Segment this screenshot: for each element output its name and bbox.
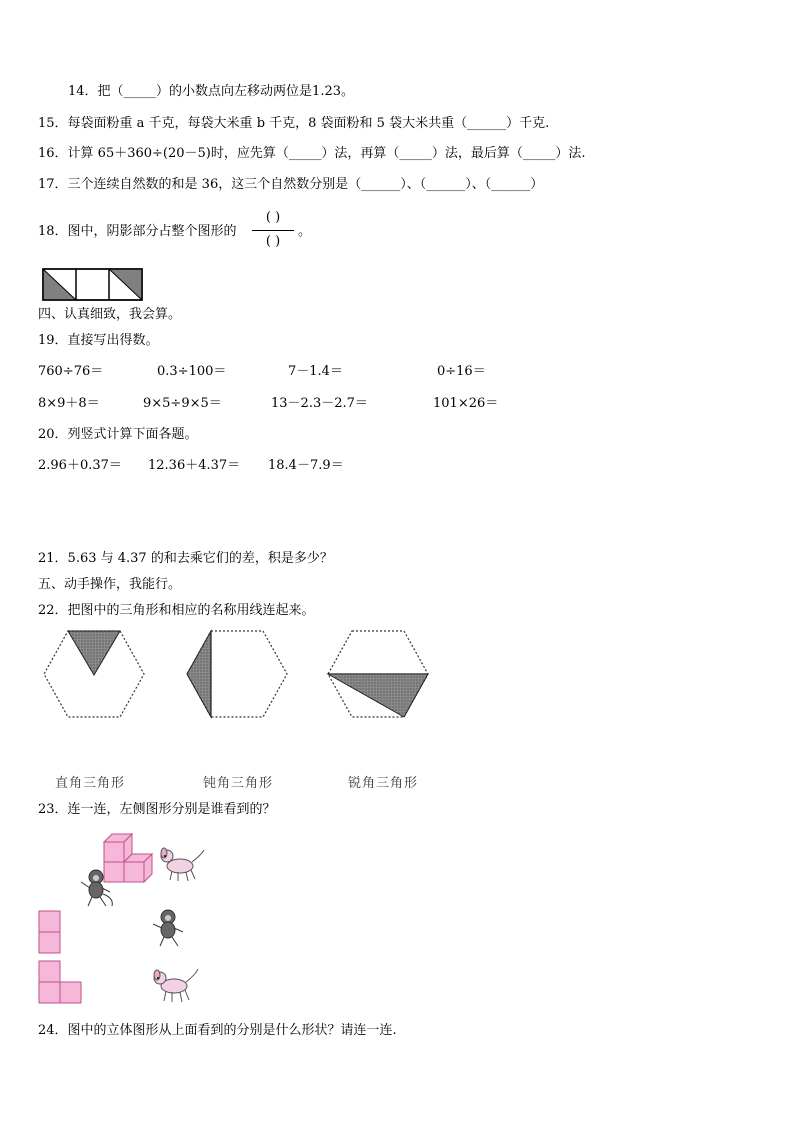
question-24: 24．图中的立体图形从上面看到的分别是什么形状？请连一连. bbox=[38, 1023, 397, 1038]
question-16: 16．计算 65＋360÷(20－5)时，应先算（_____）法，再算（_____）法，最后算（_____）法. bbox=[38, 146, 586, 161]
calc-cell: 0÷16＝ bbox=[437, 364, 486, 379]
shaded-triangle bbox=[328, 674, 428, 717]
label-right-triangle: 直角三角形 bbox=[55, 776, 126, 791]
question-18: 18．图中，阴影部分占整个图形的 bbox=[38, 224, 237, 239]
label-obtuse-triangle: 钝角三角形 bbox=[203, 776, 274, 791]
shaded-triangle bbox=[68, 631, 120, 675]
question-19: 19．直接写出得数。 bbox=[38, 333, 159, 348]
calc-cell: 9×5÷9×5＝ bbox=[143, 396, 222, 411]
fraction-denominator: ( ) bbox=[265, 234, 281, 249]
question-14: 14．把（_____）的小数点向左移动两位是1.23。 bbox=[68, 84, 354, 99]
dog-icon bbox=[150, 964, 202, 1006]
calc-cell: 101×26＝ bbox=[433, 396, 499, 411]
question-17: 17．三个连续自然数的和是 36，这三个自然数分别是（______）、（______）、（______） bbox=[38, 177, 544, 192]
vertical-calc-item: 2.96＋0.37＝ bbox=[38, 458, 122, 473]
vertical-calc-item: 18.4－7.9＝ bbox=[268, 458, 344, 473]
vertical-calc-item: 12.36＋4.37＝ bbox=[148, 458, 241, 473]
shaded-squares-figure bbox=[42, 268, 144, 302]
hexagon-figure-2 bbox=[185, 628, 291, 722]
side-view-l-shape bbox=[38, 960, 84, 1006]
label-acute-triangle: 锐角三角形 bbox=[348, 776, 419, 791]
question-22: 22．把图中的三角形和相应的名称用线连起来。 bbox=[38, 603, 315, 618]
question-21: 21．5.63 与 4.37 的和去乘它们的差，积是多少？ bbox=[38, 551, 333, 566]
fraction-bar bbox=[252, 230, 294, 231]
section-5-heading: 五、动手操作，我能行。 bbox=[38, 577, 182, 592]
monkey-icon bbox=[148, 908, 188, 948]
calc-cell: 0.3÷100＝ bbox=[157, 364, 227, 379]
question-23: 23．连一连，左侧图形分别是谁看到的？ bbox=[38, 802, 276, 817]
dog-icon bbox=[158, 844, 208, 884]
monkey-icon bbox=[78, 868, 118, 908]
question-18-end: 。 bbox=[298, 224, 312, 239]
blank-fraction bbox=[251, 210, 295, 252]
calc-cell: 13－2.3－2.7＝ bbox=[271, 396, 368, 411]
hexagon-figure-3 bbox=[326, 628, 432, 722]
question-20: 20．列竖式计算下面各题。 bbox=[38, 427, 198, 442]
hexagon-figure-1 bbox=[42, 628, 148, 722]
section-4-heading: 四、认真细致，我会算。 bbox=[38, 307, 182, 322]
question-15: 15．每袋面粉重 a 千克，每袋大米重 b 千克，8 袋面粉和 5 袋大米共重（______）千克. bbox=[38, 116, 550, 131]
front-view-two-squares bbox=[38, 910, 62, 954]
shaded-triangle bbox=[187, 631, 211, 717]
calc-cell: 7－1.4＝ bbox=[288, 364, 343, 379]
fraction-numerator: ( ) bbox=[265, 210, 281, 225]
calc-cell: 760÷76＝ bbox=[38, 364, 104, 379]
calc-cell: 8×9＋8＝ bbox=[38, 396, 100, 411]
